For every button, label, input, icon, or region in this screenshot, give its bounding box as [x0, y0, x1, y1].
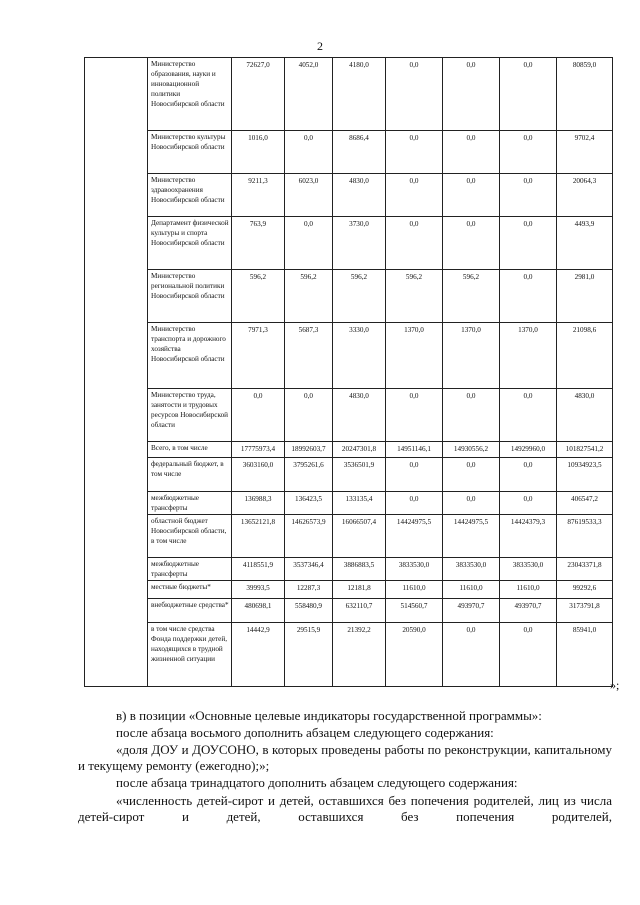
row-label: Министерство здравоохранения Новосибирской области: [148, 174, 232, 217]
value-cell: 10934923,5: [557, 458, 613, 492]
table-row: [85, 389, 613, 442]
value-cell: 514560,7: [386, 599, 443, 623]
value-cell: 0,0: [386, 492, 443, 515]
value-cell: 14929960,0: [500, 442, 557, 458]
value-cell: 11610,0: [443, 581, 500, 599]
page-number: 2: [317, 39, 323, 53]
table-row: [85, 131, 613, 174]
value-cell: 406547,2: [557, 492, 613, 515]
row-label: Министерство образования, науки и инновационной политики Новосибирской области: [148, 58, 232, 131]
value-cell: 493970,7: [500, 599, 557, 623]
value-cell: 0,0: [500, 492, 557, 515]
value-cell: 17775973,4: [232, 442, 285, 458]
value-cell: 0,0: [386, 58, 443, 131]
value-cell: 0,0: [500, 623, 557, 687]
value-cell: 1370,0: [500, 323, 557, 389]
value-cell: 4118551,9: [232, 558, 285, 581]
value-cell: 14951146,1: [386, 442, 443, 458]
value-cell: 101827541,2: [557, 442, 613, 458]
paragraph-item-v: в) в позиции «Основные целевые индикаторы государственной программы»:: [116, 708, 542, 723]
value-cell: 0,0: [500, 174, 557, 217]
value-cell: 29515,9: [285, 623, 333, 687]
table-row: [85, 58, 613, 131]
value-cell: 14424975,5: [386, 515, 443, 558]
value-cell: 14442,9: [232, 623, 285, 687]
value-cell: 9211,3: [232, 174, 285, 217]
value-cell: 0,0: [443, 623, 500, 687]
empty-label-cell: [85, 58, 148, 687]
value-cell: 0,0: [386, 458, 443, 492]
value-cell: 0,0: [443, 58, 500, 131]
row-label: в том числе средства Фонда поддержки детей, находящихся в трудной жизненной ситуации: [148, 623, 232, 687]
value-cell: 4052,0: [285, 58, 333, 131]
value-cell: 3536501,9: [333, 458, 386, 492]
value-cell: 0,0: [386, 131, 443, 174]
table-row: [85, 442, 613, 458]
value-cell: 14930556,2: [443, 442, 500, 458]
value-cell: 0,0: [285, 131, 333, 174]
value-cell: 4180,0: [333, 58, 386, 131]
value-cell: 87619533,3: [557, 515, 613, 558]
value-cell: 596,2: [232, 270, 285, 323]
value-cell: 136423,5: [285, 492, 333, 515]
row-label: межбюджетные трансферты: [148, 558, 232, 581]
value-cell: 20590,0: [386, 623, 443, 687]
value-cell: 0,0: [500, 270, 557, 323]
row-label: Министерство транспорта и дорожного хозяйства Новосибирской области: [148, 323, 232, 389]
value-cell: 14424975,5: [443, 515, 500, 558]
row-label: местные бюджеты*: [148, 581, 232, 599]
value-cell: 558480,9: [285, 599, 333, 623]
row-label: Министерство труда, занятости и трудовых ресурсов Новосибирской области: [148, 389, 232, 442]
value-cell: 12287,3: [285, 581, 333, 599]
table-closing-quote: »;: [610, 678, 620, 692]
value-cell: 596,2: [285, 270, 333, 323]
row-label: федеральный бюджет, в том числе: [148, 458, 232, 492]
value-cell: 0,0: [386, 389, 443, 442]
value-cell: 4830,0: [557, 389, 613, 442]
row-label: Департамент физической культуры и спорта Новосибирской области: [148, 217, 232, 270]
value-cell: 3173791,8: [557, 599, 613, 623]
value-cell: 21392,2: [333, 623, 386, 687]
value-cell: 99292,6: [557, 581, 613, 599]
value-cell: 133135,4: [333, 492, 386, 515]
value-cell: 14626573,9: [285, 515, 333, 558]
value-cell: 4830,0: [333, 174, 386, 217]
financing-table: [84, 57, 613, 687]
value-cell: 1370,0: [386, 323, 443, 389]
table-row: [85, 458, 613, 492]
value-cell: 0,0: [500, 131, 557, 174]
value-cell: 0,0: [443, 131, 500, 174]
paragraph-dou-indicator: «доля ДОУ и ДОУСОНО, в которых проведены работы по реконструкции, капитальному и текущему ремонту (ежегодно);»;: [78, 742, 612, 773]
value-cell: 3730,0: [333, 217, 386, 270]
value-cell: 596,2: [386, 270, 443, 323]
value-cell: 8686,4: [333, 131, 386, 174]
value-cell: 480698,1: [232, 599, 285, 623]
value-cell: 596,2: [333, 270, 386, 323]
row-label: Министерство региональной политики Новосибирской области: [148, 270, 232, 323]
value-cell: 0,0: [443, 458, 500, 492]
table-row: [85, 217, 613, 270]
value-cell: 2981,0: [557, 270, 613, 323]
value-cell: 0,0: [443, 492, 500, 515]
row-label: внебюджетные средства*: [148, 599, 232, 623]
value-cell: 0,0: [443, 217, 500, 270]
value-cell: 0,0: [500, 58, 557, 131]
value-cell: 6023,0: [285, 174, 333, 217]
table-row: [85, 323, 613, 389]
value-cell: 3795261,6: [285, 458, 333, 492]
paragraph-after-thirteenth: после абзаца тринадцатого дополнить абзацем следующего содержания:: [116, 775, 518, 790]
paragraph-after-eighth: после абзаца восьмого дополнить абзацем следующего содержания:: [116, 725, 494, 740]
value-cell: 23043371,8: [557, 558, 613, 581]
value-cell: 0,0: [500, 217, 557, 270]
table-row: [85, 623, 613, 687]
value-cell: 1016,0: [232, 131, 285, 174]
value-cell: 11610,0: [386, 581, 443, 599]
value-cell: 632110,7: [333, 599, 386, 623]
value-cell: 16066507,4: [333, 515, 386, 558]
table-row: [85, 492, 613, 515]
value-cell: 4493,9: [557, 217, 613, 270]
value-cell: 0,0: [232, 389, 285, 442]
value-cell: 3330,0: [333, 323, 386, 389]
value-cell: 7971,3: [232, 323, 285, 389]
value-cell: 1370,0: [443, 323, 500, 389]
value-cell: 4830,0: [333, 389, 386, 442]
value-cell: 0,0: [500, 389, 557, 442]
value-cell: 3833530,0: [443, 558, 500, 581]
row-label: областной бюджет Новосибирской области, в том числе: [148, 515, 232, 558]
value-cell: 0,0: [285, 217, 333, 270]
value-cell: 11610,0: [500, 581, 557, 599]
value-cell: 9702,4: [557, 131, 613, 174]
value-cell: 3833530,0: [386, 558, 443, 581]
table-row: [85, 581, 613, 599]
value-cell: 0,0: [386, 174, 443, 217]
value-cell: 14424379,3: [500, 515, 557, 558]
value-cell: 763,9: [232, 217, 285, 270]
value-cell: 0,0: [500, 458, 557, 492]
value-cell: 12181,8: [333, 581, 386, 599]
value-cell: 80859,0: [557, 58, 613, 131]
value-cell: 493970,7: [443, 599, 500, 623]
table-row: [85, 174, 613, 217]
table-row: [85, 558, 613, 581]
value-cell: 0,0: [386, 217, 443, 270]
row-label: Министерство культуры Новосибирской области: [148, 131, 232, 174]
value-cell: 5687,3: [285, 323, 333, 389]
value-cell: 136988,3: [232, 492, 285, 515]
value-cell: 72627,0: [232, 58, 285, 131]
row-label: Всего, в том числе: [148, 442, 232, 458]
value-cell: 20247301,8: [333, 442, 386, 458]
row-label: межбюджетные трансферты: [148, 492, 232, 515]
table-row: [85, 515, 613, 558]
value-cell: 3886883,5: [333, 558, 386, 581]
value-cell: 596,2: [443, 270, 500, 323]
value-cell: 0,0: [443, 174, 500, 217]
value-cell: 0,0: [285, 389, 333, 442]
value-cell: 39993,5: [232, 581, 285, 599]
table-row: [85, 599, 613, 623]
value-cell: 85941,0: [557, 623, 613, 687]
value-cell: 3833530,0: [500, 558, 557, 581]
table-row: [85, 270, 613, 323]
value-cell: 3603160,0: [232, 458, 285, 492]
value-cell: 21098,6: [557, 323, 613, 389]
value-cell: 3537346,4: [285, 558, 333, 581]
value-cell: 20064,3: [557, 174, 613, 217]
paragraph-orphans-indicator: «численность детей-сирот и детей, оставшихся без попечения родителей, лиц из числа детей-сирот и детей, оставшихся без попечения родителей,: [78, 793, 612, 824]
value-cell: 18992603,7: [285, 442, 333, 458]
value-cell: 13652121,8: [232, 515, 285, 558]
value-cell: 0,0: [443, 389, 500, 442]
